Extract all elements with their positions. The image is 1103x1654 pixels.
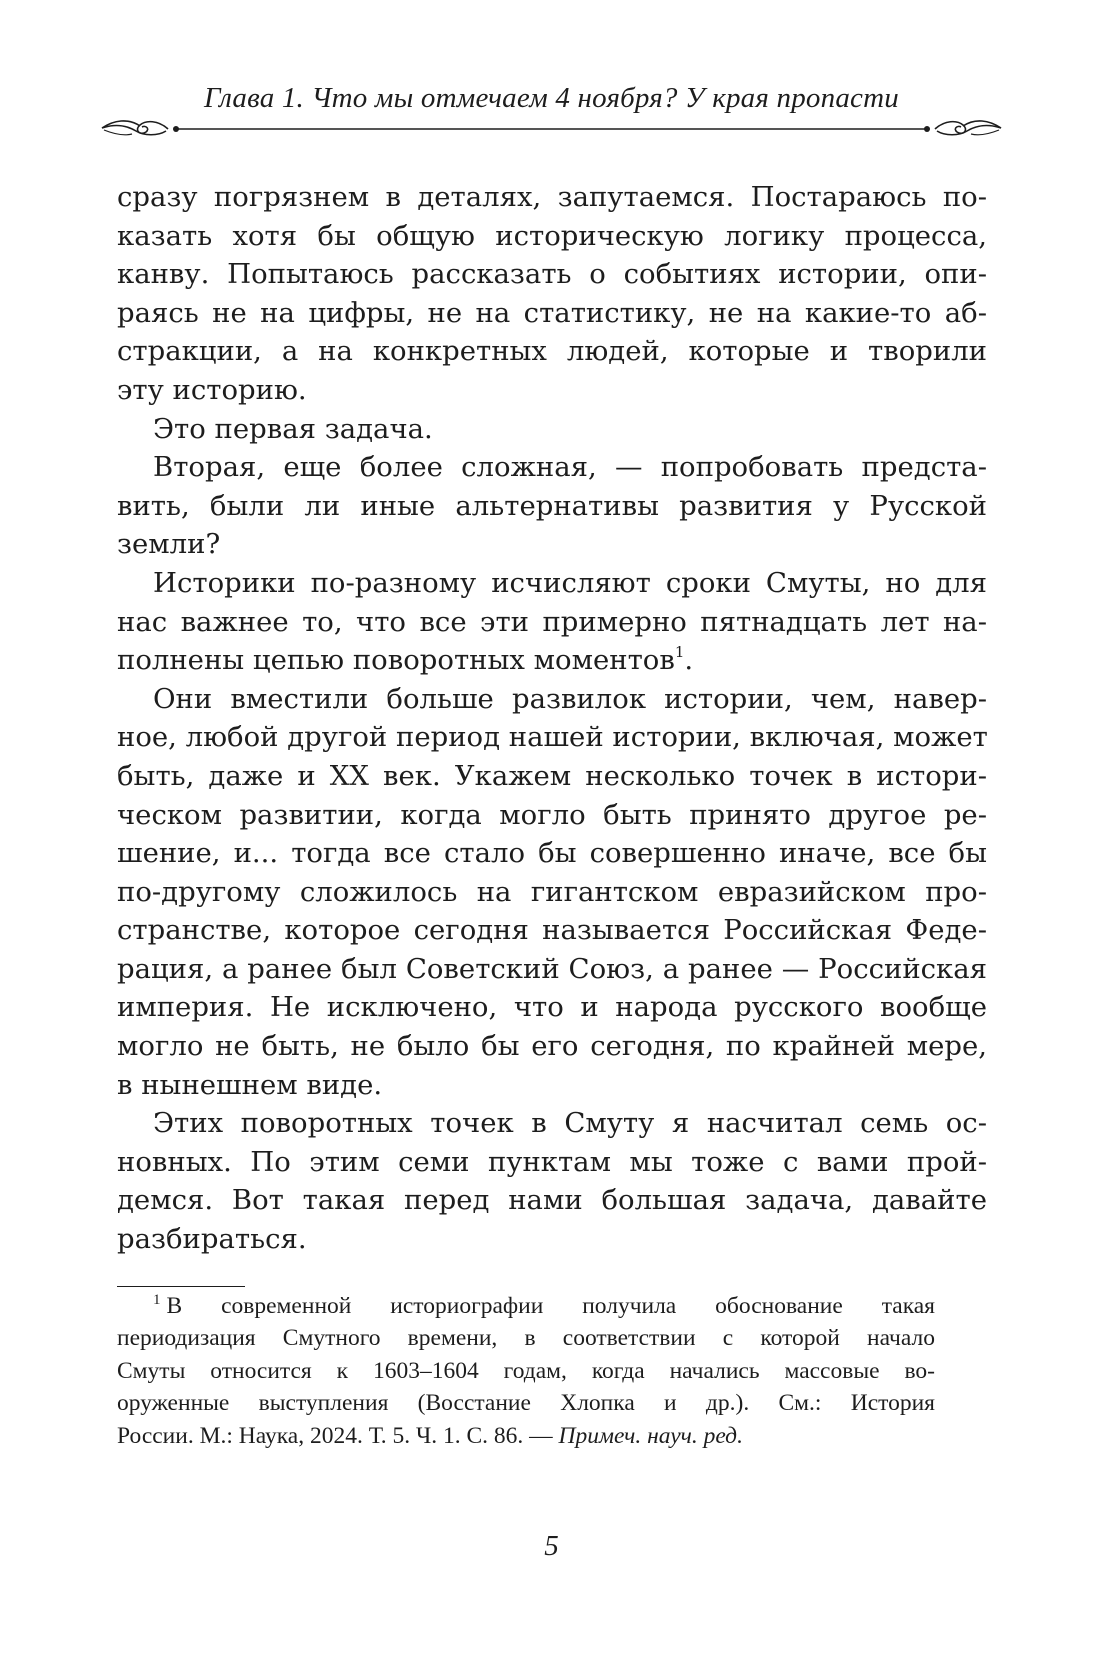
body-line: вить, были ли иные альтернативы развития у Русской [117, 489, 987, 522]
running-header-title: Глава 1. Что мы отмечаем 4 ноября? У края пропасти [204, 82, 899, 114]
body-line: земли? [117, 528, 221, 561]
running-header [100, 82, 1003, 142]
body-line: могло не быть, не было бы его сегодня, по крайней мере, [117, 1030, 987, 1063]
body-line: казать хотя бы общую историческую логику процесса, [117, 219, 987, 252]
footnote-editor-note: Примеч. науч. ред. [558, 1422, 743, 1449]
footnote [117, 1290, 935, 1452]
footnote-line [117, 1420, 935, 1452]
body-line-text: полнены цепью поворотных моментов [117, 644, 675, 677]
body-line: ческом развитии, когда могло быть принято другое ре- [117, 798, 987, 831]
body-line: империя. Не исключено, что и народа русского вообще [117, 991, 987, 1024]
body-line: ное, любой другой период нашей истории, включая, может [117, 721, 988, 754]
body-line: Этих поворотных точек в Смуту я насчитал семь ос- [153, 1107, 987, 1140]
header-ornament-flourish-icon [100, 116, 1003, 142]
footnote-line: периодизация Смутного времени, в соответствии с которой начало [117, 1325, 935, 1352]
footnote-line-text: В современной историографии получила обоснование такая [166, 1293, 935, 1319]
footnote-reference[interactable]: 1 [674, 643, 685, 662]
body-line: Историки по-разному исчисляют сроки Смуты, но для [153, 566, 987, 599]
body-line: новных. По этим семи пунктам мы тоже с вами прой- [117, 1145, 987, 1178]
body-line: канву. Попытаюсь рассказать о событиях истории, опи- [117, 258, 987, 291]
body-line: сразу погрязнем в деталях, запутаемся. Постараюсь по- [117, 181, 987, 213]
body-text [117, 178, 987, 1259]
body-line-with-footnote-ref: полнены цепью поворотных моментов$^1$. [117, 643, 694, 677]
footnote-line [117, 1290, 935, 1322]
body-line: Они вместили больше развилок истории, чем, навер- [153, 682, 987, 715]
body-line: Это первая задача. [153, 412, 433, 445]
body-line: разбираться. [117, 1223, 307, 1256]
body-line: шение, и... тогда все стало бы совершенно иначе, все бы [117, 837, 987, 870]
page-number: 5 [544, 1530, 559, 1562]
footnote-line: оруженные выступления (Восстание Хлопка и др.). См.: История [117, 1390, 935, 1417]
footnote-line: Смуты относится к 1603–1604 годам, когда начались массовые во- [117, 1357, 935, 1384]
body-line: странстве, которое сегодня называется Российская Феде- [117, 914, 987, 947]
body-line: раясь не на цифры, не на статистику, не на какие-то аб- [117, 296, 987, 329]
body-line: по-другому сложилось на гигантском евразийском про- [117, 875, 987, 908]
footnote-divider [117, 1286, 245, 1287]
body-line: нас важнее то, что все эти примерно пятнадцать лет на- [117, 605, 987, 638]
body-line: в нынешнем виде. [117, 1068, 383, 1101]
body-line: стракции, а на конкретных людей, которые и творили [117, 335, 987, 368]
body-line: Вторая, еще более сложная, — попробовать предста- [153, 451, 987, 484]
footnote-line-text: России. М.: Наука, 2024. Т. 5. Ч. 1. С. 86. — [117, 1422, 559, 1449]
body-line: быть, даже и XX век. Укажем несколько точек в истори- [117, 759, 987, 792]
body-line: демся. Вот такая перед нами большая задача, давайте [117, 1184, 987, 1217]
body-line: эту историю. [117, 373, 307, 406]
body-line: рация, а ранее был Советский Союз, а ранее — Российская [117, 952, 987, 985]
footnote-marker: 1 [153, 1292, 161, 1308]
